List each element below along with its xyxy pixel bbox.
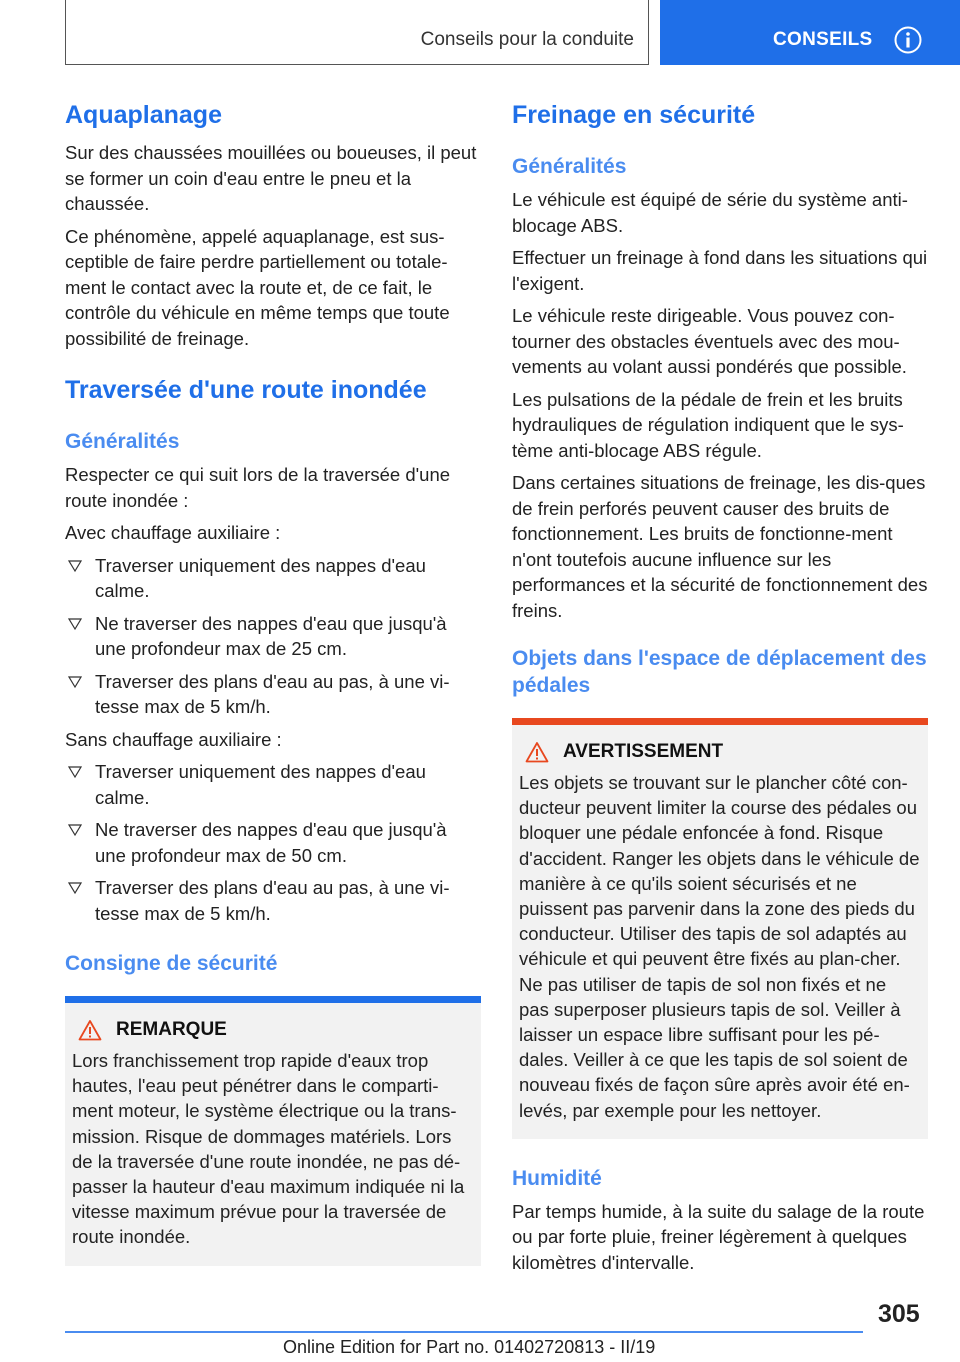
subheading-humidite: Humidité	[512, 1166, 602, 1190]
list-item	[65, 611, 481, 662]
warning-triangle-icon	[78, 1019, 102, 1041]
triangle-bullet-icon	[68, 669, 82, 694]
triangle-bullet-icon	[68, 611, 82, 636]
header-chapter-tab[interactable]	[660, 0, 960, 65]
paragraph: Le véhicule est équipé de série du système anti-blocage ABS.	[512, 189, 908, 236]
page-number: 305	[878, 1300, 920, 1328]
right-column	[512, 100, 928, 1275]
subheading-objets: Objets dans l'espace de déplacement des pédales	[512, 647, 927, 697]
heading-traversee: Traversée d'une route inondée	[65, 376, 427, 404]
warning-label: AVERTISSEMENT	[563, 741, 724, 762]
list-item	[65, 669, 481, 720]
paragraph: Avec chauffage auxiliaire :	[65, 522, 281, 543]
notice-header	[78, 1015, 474, 1045]
list-item	[65, 875, 481, 926]
triangle-bullet-icon	[68, 759, 82, 784]
info-icon[interactable]	[893, 25, 923, 55]
paragraph: Les pulsations de la pédale de frein et les bruits hydrauliques de régulation indiquent que le sys-tème anti-blocage ABS régule.	[512, 388, 904, 461]
warning-text: Les objets se trouvant sur le plancher côté con-ducteur peuvent limiter la course des pédales ou bloquer une pédale enfoncée à fond. Risque d'accident. Ranger les objets dans le véhicule de manière à ce qu'ils soient sécurisés et ne puissent pas parvenir dans la zone des pieds du conducteur. Utiliser des tapis de sol adaptés au véhicule et qui peuvent être fixés au plan-cher. Ne pas utiliser de tapis de sol non fixés et ne pas superposer plusieurs tapis de sol. Veiller à laisser un espace libre suffisant pour les pé-dales. Veiller à ce que les tapis de sol soient de nouveau fixés de façon sûre après avoir été en-levés, par exemple pour les nettoyer.	[519, 772, 920, 1121]
paragraph: Sans chauffage auxiliaire :	[65, 728, 282, 750]
list-item-text: Traverser uniquement des nappes d'eau calme.	[95, 554, 426, 601]
footer-edition: Online Edition for Part no. 01402720813 - II/19	[283, 1337, 656, 1357]
warning-header	[525, 737, 921, 767]
triangle-bullet-icon	[68, 817, 82, 842]
notice-box	[65, 996, 481, 1266]
list-item-text: Traverser des plans d'eau au pas, à une vi-tesse max de 5 km/h.	[95, 877, 450, 924]
subheading-generalites: Généralités	[512, 155, 627, 178]
list-item-text: Ne traverser des nappes d'eau que jusqu'à une profondeur max de 25 cm.	[95, 612, 447, 659]
paragraph: Effectuer un freinage à fond dans les situations qui l'exigent.	[512, 247, 928, 294]
notice-text: Lors franchissement trop rapide d'eaux trop hautes, l'eau peut pénétrer dans le comparti-ment moteur, le système électrique ou la trans-mission. Risque de dommages matériels. Lors de la traversée d'une route inondée, ne pas dé-passer la hauteur d'eau maximum indiquée ni la vitesse maximum prévue pour la traversée de route inondée.	[72, 1050, 465, 1248]
heading-aquaplanage: Aquaplanage	[65, 101, 222, 129]
notice-label: REMARQUE	[116, 1019, 227, 1040]
triangle-bullet-icon	[68, 875, 82, 900]
paragraph: Ce phénomène, appelé aquaplanage, est sus-ceptible de faire perdre partiellement ou totale-ment le contact avec la route et, de ce fait, le contrôle du véhicule en même temps que toute possibilité de freinage.	[65, 225, 450, 349]
paragraph: Le véhicule reste dirigeable. Vous pouvez con-tourner des obstacles éventuels avec des mou-vements au volant aussi pondérés que possible.	[512, 305, 907, 377]
bullet-list-with-heater	[65, 553, 481, 720]
paragraph: Par temps humide, à la suite du salage de la route ou par forte pluie, freiner légèrement à quelques kilomètres d'intervalle.	[512, 1200, 925, 1273]
list-item-text: Traverser des plans d'eau au pas, à une vi-tesse max de 5 km/h.	[95, 670, 450, 717]
list-item	[65, 759, 481, 810]
list-item	[65, 553, 481, 604]
bullet-list-without-heater	[65, 759, 481, 926]
list-item-text: Ne traverser des nappes d'eau que jusqu'à une profondeur max de 50 cm.	[95, 819, 447, 866]
list-item	[65, 817, 481, 868]
footer-divider	[65, 1331, 863, 1333]
paragraph: Sur des chaussées mouillées ou boueuses, il peut se former un coin d'eau entre le pneu et la chaussée.	[65, 142, 477, 214]
subheading-consigne: Consigne de sécurité	[65, 952, 278, 975]
header-section-title: Conseils pour la conduite	[420, 29, 634, 50]
triangle-bullet-icon	[68, 553, 82, 578]
warning-triangle-icon	[525, 741, 549, 763]
list-item-text: Traverser uniquement des nappes d'eau calme.	[95, 761, 426, 808]
header-chapter-title: CONSEILS	[773, 29, 873, 50]
paragraph: Respecter ce qui suit lors de la traversée d'une route inondée :	[65, 464, 451, 511]
warning-box	[512, 718, 928, 1139]
left-column	[65, 100, 481, 1266]
heading-freinage: Freinage en sécurité	[512, 101, 756, 129]
paragraph: Dans certaines situations de freinage, les dis-ques de frein perforés peuvent causer des bruits de fonctionnement. Les bruits de fonctionne-ment n'ont toutefois aucune influence sur les performances et la sécurité de fonctionnement des freins.	[512, 472, 928, 621]
header-section-box	[65, 0, 649, 65]
subheading-generalites: Généralités	[65, 430, 180, 453]
